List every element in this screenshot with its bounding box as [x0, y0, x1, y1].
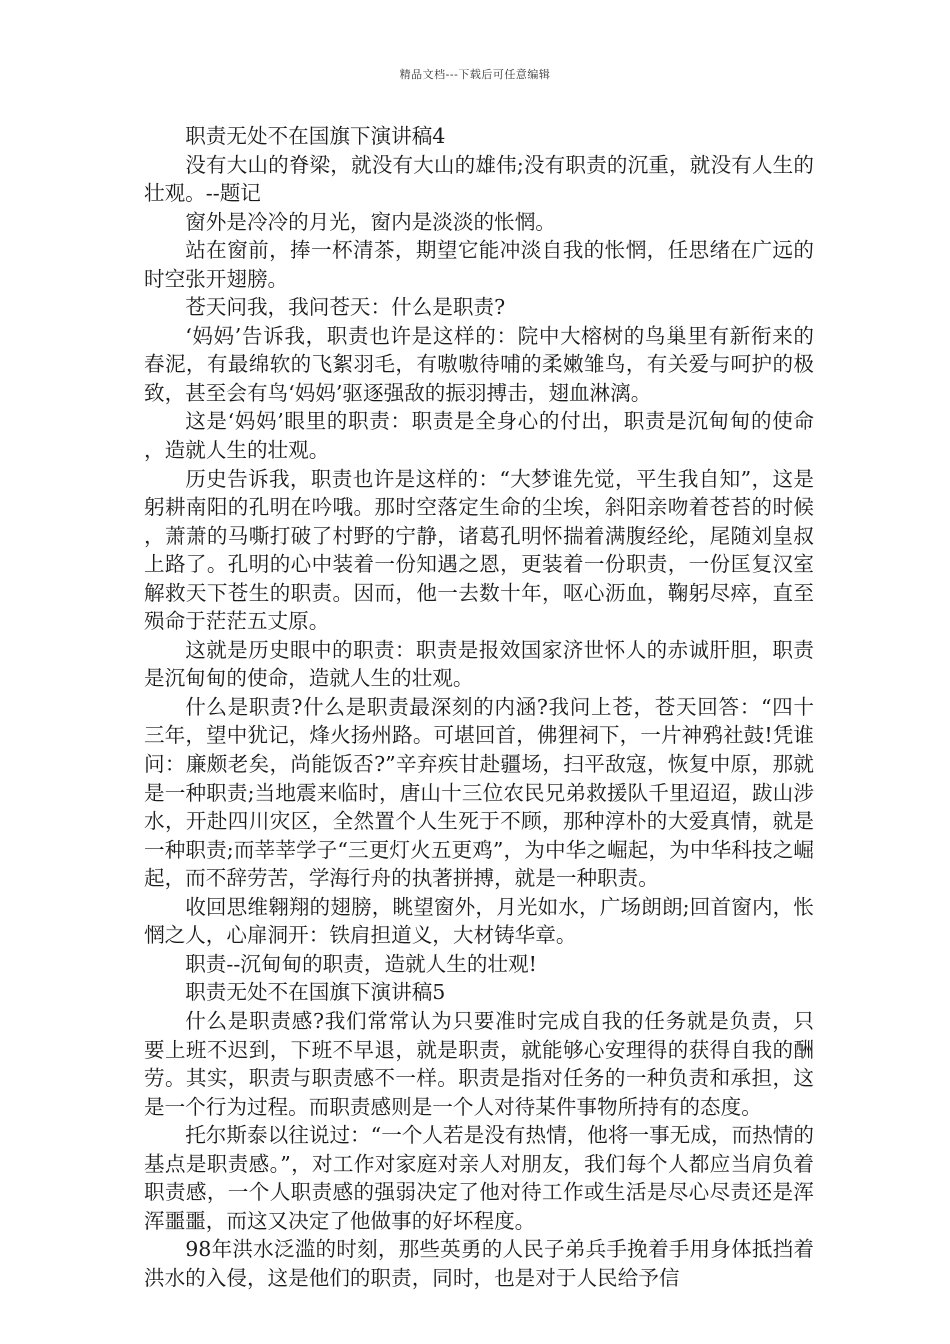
paragraph: 历史告诉我，职责也许是这样的：“大梦谁先觉，平生我自知”，这是躬耕南阳的孔明在吟哦。那时空落定生命的尘埃，斜阳亲吻着苍苔的时候，萧萧的马嘶打破了村野的宁静，诸葛孔明怀揣着满腹经纶，尾随刘皇叔上路了。孔明的心中装着一份知遇之恩，更装着一份职责，一份匡复汉室解救天下苍生的职责。因而，他一去数十年，呕心沥血，鞠躬尽瘁，直至殒命于茫茫五丈原。 [144, 466, 814, 634]
paragraph: 没有大山的脊梁，就没有大山的雄伟;没有职责的沉重，就没有人生的壮观。--题记 [144, 152, 814, 206]
paragraph: 职责--沉甸甸的职责，造就人生的壮观! [185, 951, 537, 976]
speech-title-5: 职责无处不在国旗下演讲稿5 [185, 980, 446, 1005]
paragraph: 这就是历史眼中的职责：职责是报效国家济世怀人的赤诚肝胆，职责是沉甸甸的使命，造就人生的壮观。 [144, 637, 814, 691]
page-header: 精品文档---下载后可任意编辑 [399, 68, 551, 81]
document-body [144, 122, 814, 1292]
paragraph: 什么是职责?什么是职责最深刻的内涵?我问上苍，苍天回答：“四十三年，望中犹记，烽火扬州路。可堪回首，佛狸祠下，一片神鸦社鼓!凭谁问：廉颇老矣，尚能饭否?”辛弃疾甘赴疆场，扫平敌寇，恢复中原，那就是一种职责;当地震来临时，唐山十三位农民兄弟救援队千里迢迢，跋山涉水，开赴四川灾区，全然置个人生死于不顾，那种淳朴的大爱真情，就是一种职责;而莘莘学子“三更灯火五更鸡”，为中华之崛起，为中华科技之崛起，而不辞劳苦，学海行舟的执著拼搏，就是一种职责。 [144, 694, 814, 891]
paragraph: ‘妈妈’告诉我，职责也许是这样的：院中大榕树的鸟巢里有新衔来的春泥，有最绵软的飞絮羽毛，有嗷嗷待哺的柔嫩雏鸟，有关爱与呵护的极致，甚至会有鸟‘妈妈’驱逐强敌的振羽搏击，翅血淋漓。 [144, 323, 814, 405]
speech-title-4: 职责无处不在国旗下演讲稿4 [185, 124, 446, 148]
paragraph: 98年洪水泛滥的时刻，那些英勇的人民子弟兵手挽着手用身体抵挡着洪水的入侵，这是他们的职责，同时，也是对于人民给予信 [144, 1237, 814, 1290]
paragraph: 站在窗前，捧一杯清茶，期望它能冲淡自我的怅惘，任思绪在广远的时空张开翅膀。 [144, 238, 814, 291]
paragraph: 这是‘妈妈’眼里的职责：职责是全身心的付出，职责是沉甸甸的使命，造就人生的壮观。 [144, 409, 814, 463]
paragraph: 窗外是冷冷的月光，窗内是淡淡的怅惘。 [185, 209, 556, 234]
paragraph: 托尔斯泰以往说过：“一个人若是没有热情，他将一事无成，而热情的基点是职责感。”，对工作对家庭对亲人对朋友，我们每个人都应当肩负着职责感，一个人职责感的强弱决定了他对待工作或生活是尽心尽责还是浑浑噩噩，而这又决定了他做事的好坏程度。 [144, 1123, 814, 1233]
paragraph: 什么是职责感?我们常常认为只要准时完成自我的任务就是负责，只要上班不迟到，下班不早退，就是职责，就能够心安理得的获得自我的酬劳。其实，职责与职责感不一样。职责是指对任务的一种负责和承担，这是一个行为过程。而职责感则是一个人对待某件事物所持有的态度。 [144, 1008, 814, 1119]
paragraph: 苍天问我，我问苍天：什么是职责? [185, 295, 506, 320]
paragraph: 收回思维翱翔的翅膀，眺望窗外，月光如水，广场朗朗;回首窗内，怅惘之人，心扉洞开：铁肩担道义，大材铸华章。 [144, 894, 814, 948]
